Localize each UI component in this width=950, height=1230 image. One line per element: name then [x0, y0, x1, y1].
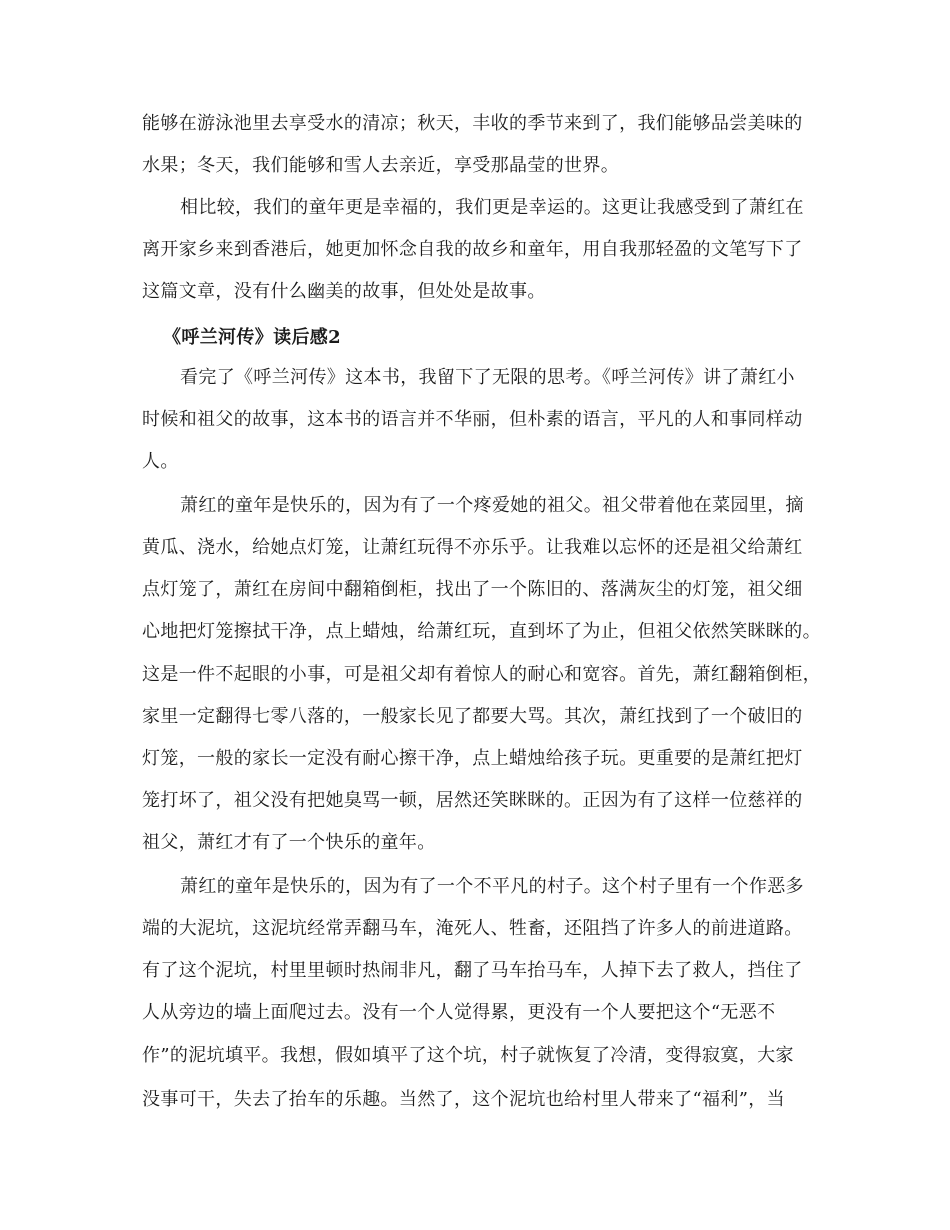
body-text-line: 萧红的童年是快乐的，因为有了一个疼爱她的祖父。祖父带着他在菜园里，摘: [180, 495, 804, 516]
body-text-line: 时候和祖父的故事，这本书的语言并不华丽，但朴素的语言，平凡的人和事同样动: [142, 409, 803, 430]
body-text-line: 点灯笼了，萧红在房间中翻箱倒柜，找出了一个陈旧的、落满灰尘的灯笼，祖父细: [142, 579, 803, 600]
body-text-line: 祖父，萧红才有了一个快乐的童年。: [142, 832, 436, 853]
body-text-line: 萧红的童年是快乐的，因为有了一个不平凡的村子。这个村子里有一个作恶多: [180, 876, 804, 897]
section-heading: 《呼兰河传》读后感2: [163, 327, 342, 348]
body-text-line: 这是一件不起眼的小事，可是祖父却有着惊人的耐心和宽容。首先，萧红翻箱倒柜，: [142, 664, 821, 685]
body-text-line: 人。: [142, 451, 179, 472]
body-text-line: 端的大泥坑，这泥坑经常弄翻马车，淹死人、牲畜，还阻挡了许多人的前进道路。: [142, 918, 803, 939]
body-text-line: 家里一定翻得七零八落的，一般家长见了都要大骂。其次，萧红找到了一个破旧的: [142, 706, 803, 727]
body-text-line: 灯笼，一般的家长一定没有耐心擦干净，点上蜡烛给孩子玩。更重要的是萧红把灯: [142, 748, 803, 769]
body-text-line: 能够在游泳池里去享受水的清凉；秋天，丰收的季节来到了，我们能够品尝美味的: [142, 113, 803, 134]
body-text-line: 黄瓜、浇水，给她点灯笼，让萧红玩得不亦乐乎。让我难以忘怀的还是祖父给萧红: [142, 537, 803, 558]
body-text-line: 没事可干，失去了抬车的乐趣。当然了，这个泥坑也给村里人带来了“福利”，当: [142, 1089, 786, 1110]
body-text-line: 心地把灯笼擦拭干净，点上蜡烛，给萧红玩，直到坏了为止，但祖父依然笑眯眯的。: [142, 621, 821, 642]
body-text-line: 笼打坏了，祖父没有把她臭骂一顿，居然还笑眯眯的。正因为有了这样一位慈祥的: [142, 790, 803, 811]
body-text-line: 相比较，我们的童年更是幸福的，我们更是幸运的。这更让我感受到了萧红在: [180, 197, 804, 218]
body-text-line: 人从旁边的墙上面爬过去。没有一个人觉得累，更没有一个人要把这个“无恶不: [142, 1002, 776, 1023]
body-text-line: 这篇文章，没有什么幽美的故事，但处处是故事。: [142, 281, 546, 302]
body-text-line: 看完了《呼兰河传》这本书，我留下了无限的思考。《呼兰河传》讲了萧红小: [180, 367, 795, 388]
body-text-line: 有了这个泥坑，村里里顿时热闹非凡，翻了马车抬马车，人掉下去了救人，挡住了: [142, 960, 803, 981]
body-text-line: 离开家乡来到香港后，她更加怀念自我的故乡和童年，用自我那轻盈的文笔写下了: [142, 239, 803, 260]
body-text-line: 作”的泥坑填平。我想，假如填平了这个坑，村子就恢复了冷清，变得寂寞，大家: [142, 1045, 794, 1066]
body-text-line: 水果；冬天，我们能够和雪人去亲近，享受那晶莹的世界。: [142, 155, 620, 176]
